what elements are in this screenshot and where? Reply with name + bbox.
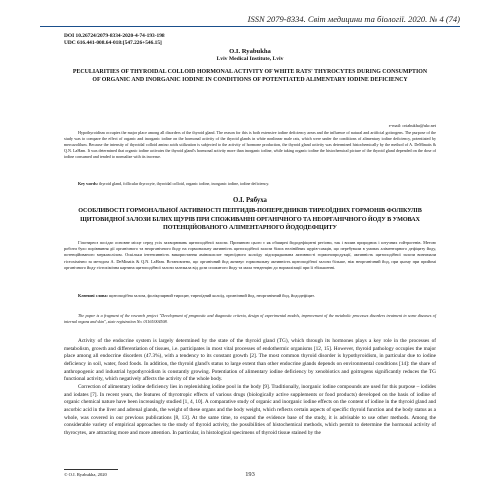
journal-title: ISSN 2079-8334. Світ медицини та біології. 2020. № 4 (74) (247, 14, 460, 24)
footer-rule (64, 469, 118, 470)
affiliation-en: Lviv Medical Institute, Lviv (216, 56, 284, 62)
body-text (64, 338, 436, 438)
header-rule (40, 26, 460, 27)
body-paragraph: Correction of alimentary iodine deficiency lies in replenishing iodine pool in the body [9]. Traditionally, inorganic iodine compounds are used for this purpose – iodides and iodates [7]. In recent years, the features of thyrotropic effects of various drugs (biologically active supplements or food products) developed on the basis of iodine of organic chemical nature have been increasingly studied [1, 4, 10]. A comparative study of organic and inorganic iodine effects on the content of iodine in the thyroid gland and ascorbic acid in the liver and adrenal glands, the weight of these organs and the body weight, which reflects certain aspects of specific thyroid function and the body status as a whole, was covered in our previous publications [8, 13]. At the same time, to expand the evidence base of the study, it is advisable to use other methods. Among the considerable variety of empirical approaches to the study of thyroid activity, the possibilities of histochemical methods, which permit to determine the hormonal activity of thyrocytes, are attracting more and more attention. In particular, in histological specimens of thyroid tissue stained by the (64, 383, 436, 436)
keywords-list-en: thyroid gland, follicular thyrocyte, thyroidal colloid, organic iodine, inorganic iodine, iodine deficiency. (99, 181, 270, 186)
keywords-en (64, 181, 436, 187)
grant-note: The paper is a fragment of the research project "Development of prognostic and diagnostic criteria, design of experimental models, improvement of the metabolic processes disorders treatment in some diseases of internal organs and skin", state registration No. 0116U004508. (64, 313, 436, 324)
article-identifiers (64, 33, 165, 47)
author-ua: О.І. Рябуха (233, 197, 267, 204)
body-paragraph: Activity of the endocrine system is largely determined by the state of the thyroid gland (TG), which through its hormones plays a key role in the processes of metabolism, growth and differentiation of tissues, i.e. participates in most vital processes of endothermic organisms [12, 15]. However, thyroid pathology occupies the major place among all endocrine disorders (47.3%), with a tendency to its constant growth [2]. The most common thyroid disorder is hypothyroidism, in particular due to iodine deficiency in soil, water, food foods. In addition, the thyroid gland's status to large extent than other endocrine glands depends on environmental conditions [14]: the share of anthropogenic and industrial hypothyroidism is constantly growing. Potentiation of alimentary iodine deficiency by xenobiotics and goitrogens significantly reduces the TG functional activity, which negatively affects the activity of the whole body. (64, 338, 436, 383)
doi[interactable]: DOI 10.26724/2079-8334-2020-4-74-193-198 (64, 33, 165, 39)
keywords-ua (64, 293, 436, 299)
keywords-label-en: Key words: (78, 181, 99, 186)
abstract-en: Hypothyroidism occupies the major place among all disorders of the thyroid gland. The reason for this is both extensive iodine deficiency areas and the influence of natural and artificial goitrogens. The purpose of the study was to compare the effect of organic and inorganic iodine on the hormonal activity of the thyroid glands in white nonlinear male rats, which were under the conditions of alimentary iodine deficiency, potentiated by mercazolilum. Because the intensity of thyroidal colloid amino acids utilization is subjected to the activity of hormone production, the thyroid gland activity was determined histochemically by the method of A. DeMinatis & Q.N. LaHam. It was determined that organic iodine activates the thyroid gland's hormonal activity more than inorganic iodine, while taking organic iodine the histochemical picture of the thyroid gland depended on the dose of iodine consumed and tended to normalize with its increase. (64, 130, 436, 160)
udc: UDC 616.441-008.64-018:[547.226+546.15] (64, 40, 162, 46)
keywords-label-ua: Ключові слова: (78, 293, 108, 298)
journal-header (40, 14, 460, 26)
article-title-en: PECULIARITIES OF THYROIDAL COLLOID HORMONAL ACTIVITY OF WHITE RATS' THYROCYTES DURING CONSUMPTION OF ORGANIC AND INORGANIC IODINE IN CONDITIONS OF POTENTIATED ALIMENTARY IODINE DEFICIENCY (72, 69, 428, 83)
author-en: O.I. Ryabukha (229, 48, 271, 55)
page-number: 193 (245, 471, 255, 478)
copyright: © O.I. Ryabukha, 2020 (64, 472, 107, 477)
article-title-ua: ОСОБЛИВОСТІ ГОРМОНАЛЬНОЇ АКТИВНОСТІ ПЕПТИДІВ-ПОПЕРЕДНИКІВ ТИРЕОЇДНИХ ГОРМОНІВ ФОЛІКУЛІВ ЩИТОВИДНОЇ ЗАЛОЗИ БІЛИХ ЩУРІВ ПРИ СПОЖИВАННІ ОРГАНІЧНОГО ТА НЕОРГАНІЧНОГО ЙОДУ В УМОВАХ ПОТЕНЦІЙОВАНОГО АЛІМЕНТАРНОГО ЙОДОДЕФІЦИТУ (78, 207, 422, 231)
keywords-list-ua: щитоподібна залоза, фолікулярний тироцит, тиреоїдний колоїд, органічний йод, неорганічний йод, йододефіцит. (109, 293, 315, 298)
abstract-ua: Гіпотиреоз посідає основне місце серед усіх захворювань щитоподібної залози. Причиною цього є як обширні йододефіцитні регіони, так і вплив природних і штучних гойтрогенів. Метою роботи було порівняння дії органічного та неорганічного йоду на гормональну активність щитоподібної залози білих нелінійних щурів-самців, що перебували в умовах аліментарного дефіциту йоду, потенційованого мерказолілом. Оскільки інтенсивність використання амінокислот тиреоїдного колоїду підпорядкована активності гормонопродукції, активність щитоподібної залози визначали гістохімічно за методом A. DeMinatis & Q.N. LaHam. Встановлено, що органічний йод активує гормональну активність щитоподібної залози більше, ніж неорганічний йод, при цьому при прийомі органічного йоду гістохімічна картина щитоподібної залози залежала від дози спожитого йоду та мала тенденцію до нормалізації при її збільшенні. (64, 240, 436, 270)
author-email[interactable]: e-mail: oriabukha@ukr.net (388, 123, 436, 128)
